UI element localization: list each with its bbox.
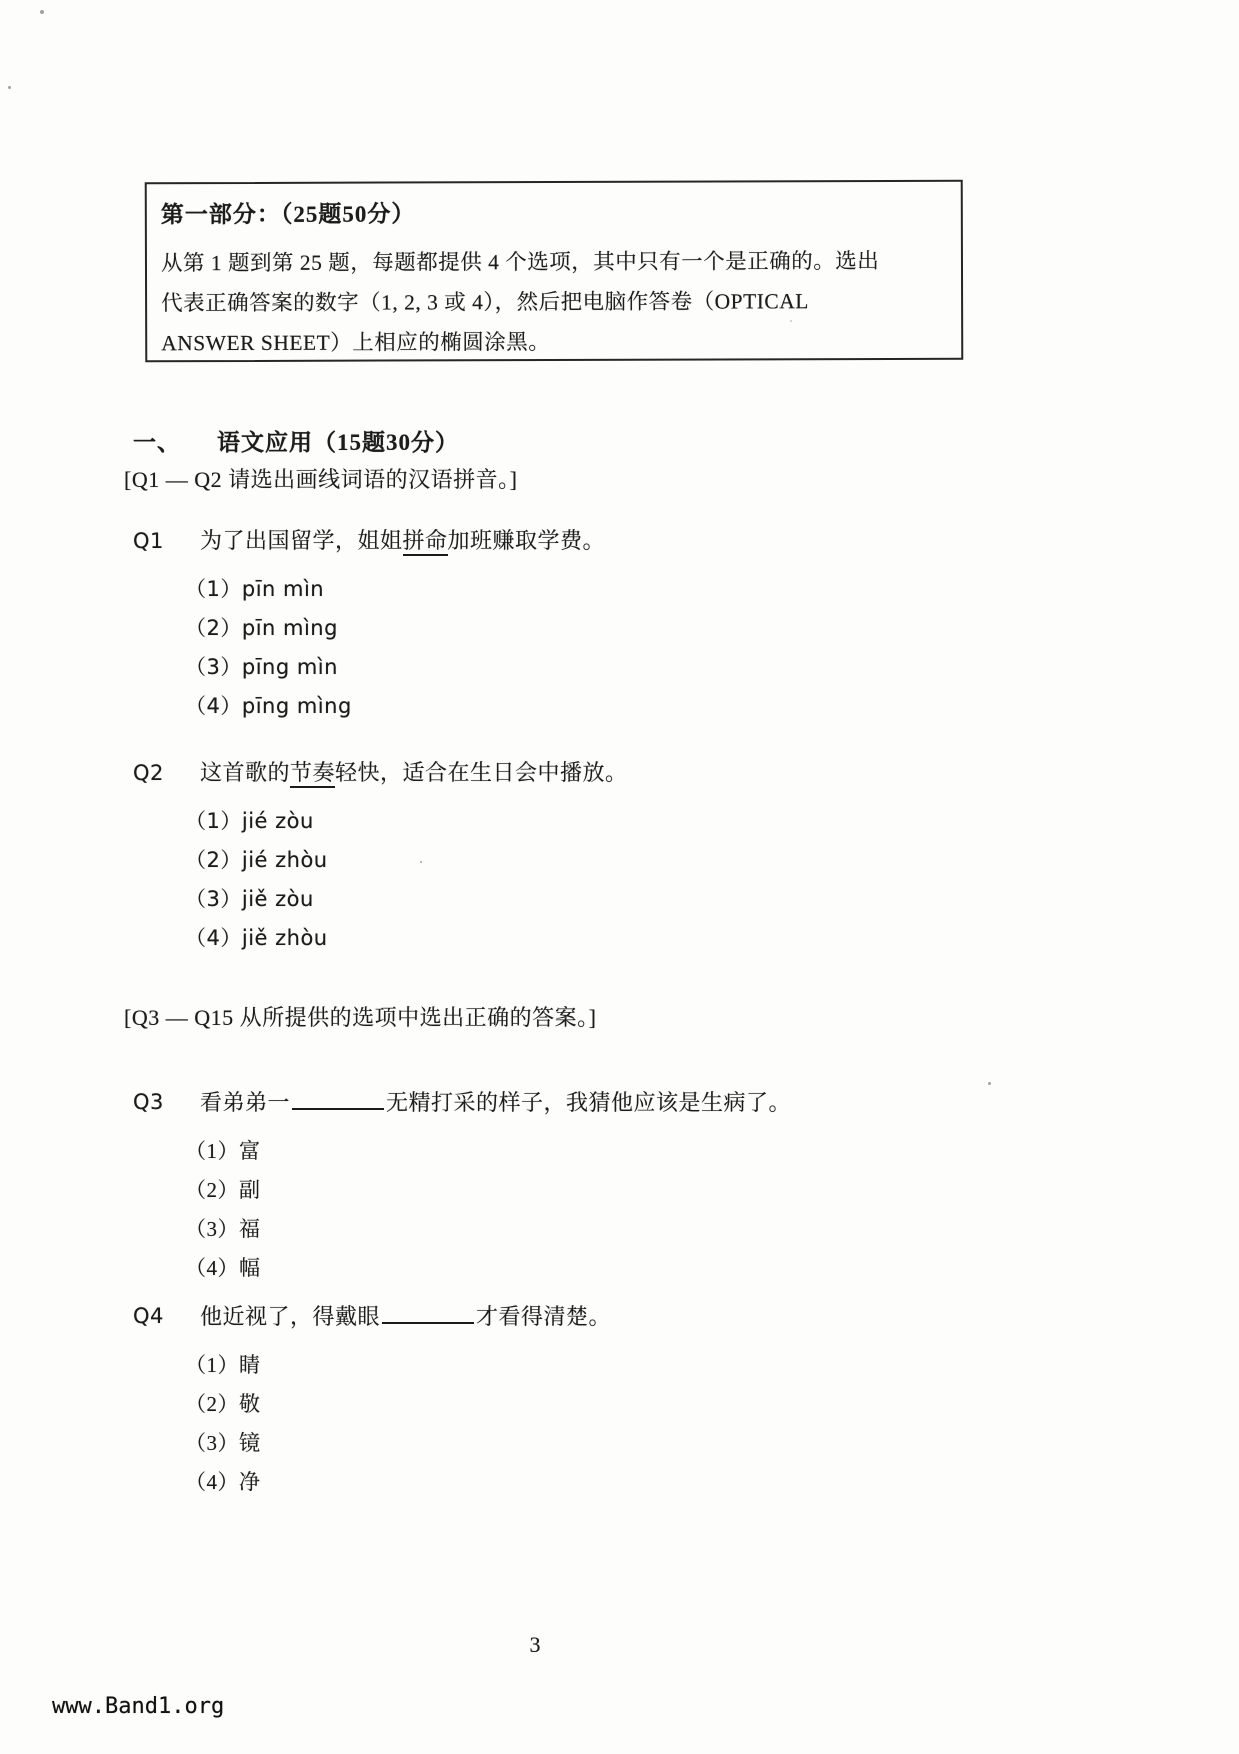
section-heading	[133, 424, 459, 457]
question-q3	[133, 1085, 791, 1288]
underlined-word: 节奏	[290, 760, 335, 788]
question-number: Q3	[133, 1090, 164, 1114]
part1-title: 第一部分：（25题50分）	[160, 201, 416, 228]
option-4: （4）幅	[185, 1256, 261, 1281]
underlined-word: 拼命	[403, 528, 448, 556]
watermark-url: www.Band1.org	[52, 1694, 225, 1719]
answer-blank	[382, 1299, 474, 1324]
option-1: （1）睛	[185, 1353, 261, 1378]
scan-speck	[988, 1082, 991, 1085]
option-1: （1）jié zòu	[185, 809, 314, 833]
question-q1	[133, 524, 605, 726]
option-2: （2）pīn mìng	[185, 616, 338, 640]
option-list	[185, 802, 628, 958]
option-2: （2）敬	[185, 1392, 261, 1417]
option-2: （2）副	[185, 1178, 261, 1203]
option-list	[185, 1346, 611, 1502]
option-3: （3）镜	[185, 1431, 261, 1456]
option-list	[185, 1132, 791, 1288]
page-number: 3	[529, 1632, 541, 1657]
question-stem	[200, 1085, 791, 1120]
scan-speck	[40, 10, 44, 14]
instruction-line: 从第 1 题到第 25 题，每题都提供 4 个选项，其中只有一个是正确的。选出	[160, 248, 880, 276]
option-1: （1）富	[185, 1139, 261, 1164]
stem-text: 轻快，适合在生日会中播放。	[335, 760, 628, 785]
question-stem	[200, 756, 628, 790]
q3-q15-group-note: [Q3 — Q15 从所提供的选项中选出正确的答案。]	[124, 1005, 597, 1030]
option-list	[185, 570, 605, 726]
scan-speck	[420, 861, 422, 863]
question-stem	[200, 524, 605, 558]
option-4: （4）净	[185, 1470, 261, 1495]
stem-text: 这首歌的	[200, 760, 291, 785]
option-3: （3）jiě zòu	[185, 887, 314, 911]
option-2: （2）jié zhòu	[185, 848, 328, 872]
stem-text: 无精打采的样子，我猜他应该是生病了。	[386, 1090, 792, 1116]
question-q2	[133, 756, 628, 958]
stem-text: 他近视了，得戴眼	[200, 1304, 381, 1330]
option-3: （3）福	[185, 1217, 261, 1242]
question-q4	[133, 1299, 611, 1502]
stem-text: 看弟弟一	[200, 1090, 291, 1116]
stem-text: 为了出国留学，姐姐	[200, 528, 403, 553]
question-stem	[200, 1299, 611, 1334]
stem-text: 才看得清楚。	[476, 1304, 612, 1330]
option-1: （1）pīn mìn	[185, 577, 325, 601]
answer-blank	[292, 1085, 384, 1110]
stem-text: 加班赚取学费。	[447, 528, 606, 553]
option-4: （4）jiě zhòu	[185, 926, 328, 950]
option-3: （3）pīng mìn	[185, 655, 338, 679]
question-number: Q4	[133, 1304, 164, 1328]
option-4: （4）pīng mìng	[185, 694, 352, 718]
scan-speck	[790, 320, 792, 322]
part1-instructions-box	[145, 180, 964, 363]
instruction-line: ANSWER SHEET）上相应的椭圆涂黑。	[161, 330, 551, 356]
section-title: 语文应用（15题30分）	[217, 430, 459, 455]
question-number: Q1	[133, 529, 164, 553]
scan-speck	[8, 86, 11, 89]
section-marker: 一、	[133, 430, 181, 455]
instruction-line: 代表正确答案的数字（1, 2, 3 或 4），然后把电脑作答卷（OPTICAL	[161, 289, 809, 316]
question-number: Q2	[133, 761, 164, 785]
q1-q2-group-note: [Q1 — Q2 请选出画线词语的汉语拼音。]	[124, 467, 518, 492]
